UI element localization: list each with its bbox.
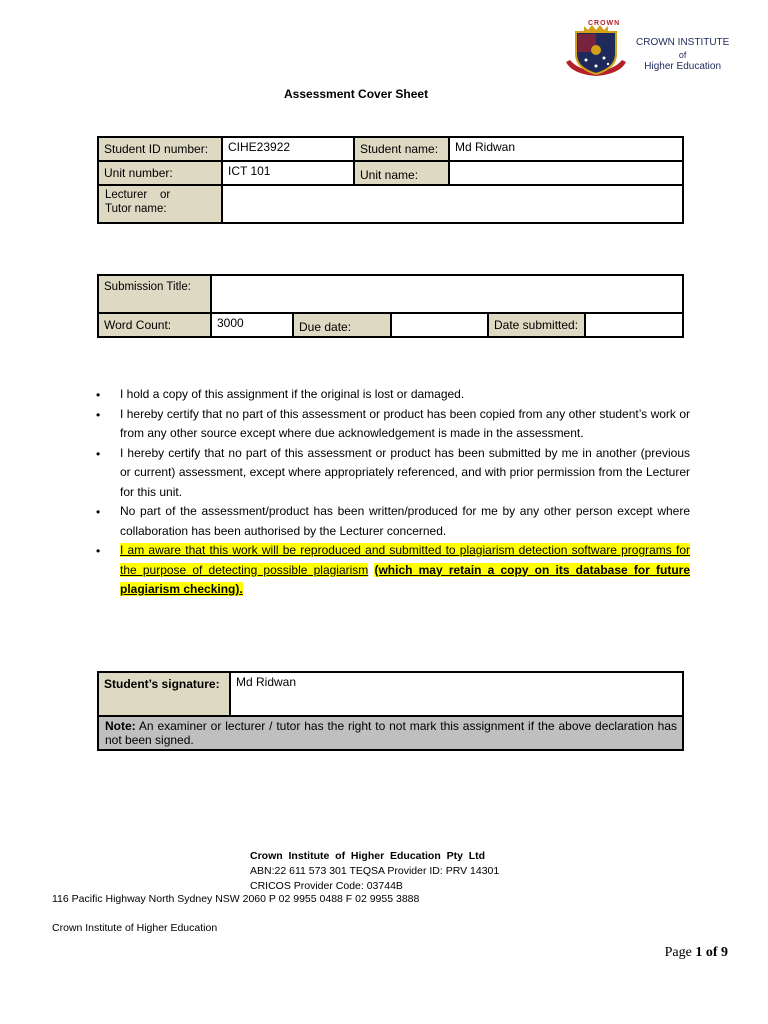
footer-address: 116 Pacific Highway North Sydney NSW 2060 P 02 9955 0488 F 02 9955 3888 [52, 893, 420, 905]
signature-field[interactable]: Md Ridwan [230, 672, 683, 716]
note-label: Note: [105, 719, 136, 733]
page-title: Assessment Cover Sheet [284, 87, 429, 101]
unit-name-label: Unit name: [354, 161, 449, 185]
page-total: 9 [721, 945, 728, 960]
logo-brand: CROWN [588, 20, 621, 27]
date-submitted-field[interactable] [585, 313, 683, 337]
signature-label: Student’s signature: [98, 672, 230, 716]
declaration-list [96, 385, 690, 600]
note-box [98, 716, 683, 750]
student-id-field[interactable]: CIHE23922 [222, 137, 354, 161]
due-date-field[interactable] [391, 313, 488, 337]
student-info-table [97, 136, 684, 224]
due-date-label: Due date: [293, 313, 391, 337]
unit-number-field[interactable]: ICT 101 [222, 161, 354, 185]
plagiarism-notice: I am aware that this work will be reproduced and submitted to plagiarism detection software programs for the purpose of detecting possible plagiarism [120, 543, 690, 577]
date-submitted-label: Date submitted: [488, 313, 585, 337]
student-id-label: Student ID number: [98, 137, 222, 161]
declaration-item: • I hereby certify that no part of this assessment or product has been submitted by me in another (previous or current) assessment, except where appropriately referenced, and with prior permission from the Lecturer for this unit. [96, 444, 690, 503]
page-number [665, 945, 728, 961]
logo-text [636, 37, 729, 73]
signature-table [97, 671, 684, 751]
word-count-label: Word Count: [98, 313, 211, 337]
unit-number-label: Unit number: [98, 161, 222, 185]
declaration-item: • I hold a copy of this assignment if the original is lost or damaged. [96, 385, 690, 405]
student-name-field[interactable]: Md Ridwan [449, 137, 683, 161]
page-current: 1 [695, 945, 703, 960]
lecturer-label-line2: Tutor name: [105, 203, 167, 215]
submission-title-label: Submission Title: [98, 275, 211, 313]
declaration-item-highlighted [96, 541, 690, 600]
page-of: of [705, 945, 718, 960]
submission-table [97, 274, 684, 338]
lecturer-label-line1: Lecturer or [105, 189, 171, 201]
footer-abn: ABN:22 611 573 301 TEQSA Provider ID: PRV 14301 [250, 865, 500, 877]
submission-title-field[interactable] [211, 275, 683, 313]
lecturer-field[interactable] [222, 185, 683, 223]
declaration-item: • I hereby certify that no part of this assessment or product has been copied from any other student’s work or from any other source except where due acknowledgement is made in the assessment. [96, 405, 690, 444]
lecturer-label [98, 185, 222, 223]
footer-cricos: CRICOS Provider Code: 03744B [250, 880, 403, 892]
logo-line2: of [678, 50, 687, 60]
page-label: Page [664, 945, 692, 960]
footer-name: Crown Institute of Higher Education [52, 922, 218, 934]
student-name-label: Student name: [354, 137, 449, 161]
plagiarism-notice-bold: (which may retain a copy on its database for future plagiarism checking). [120, 562, 691, 596]
footer-org: Crown Institute of Higher Education Pty Ltd [250, 850, 486, 862]
logo-line1: CROWN INSTITUTE [636, 37, 730, 48]
logo-line3: Higher Education [644, 61, 722, 72]
note-text: An examiner or lecturer / tutor has the right to not mark this assignment if the above declaration has not been signed. [105, 719, 677, 747]
declaration-item: • No part of the assessment/product has been written/produced for me by any other person except where collaboration has been authorised by the Lecturer concerned. [96, 502, 690, 541]
word-count-field[interactable]: 3000 [211, 313, 293, 337]
footer-org-block [250, 849, 499, 894]
unit-name-field[interactable] [449, 161, 683, 185]
